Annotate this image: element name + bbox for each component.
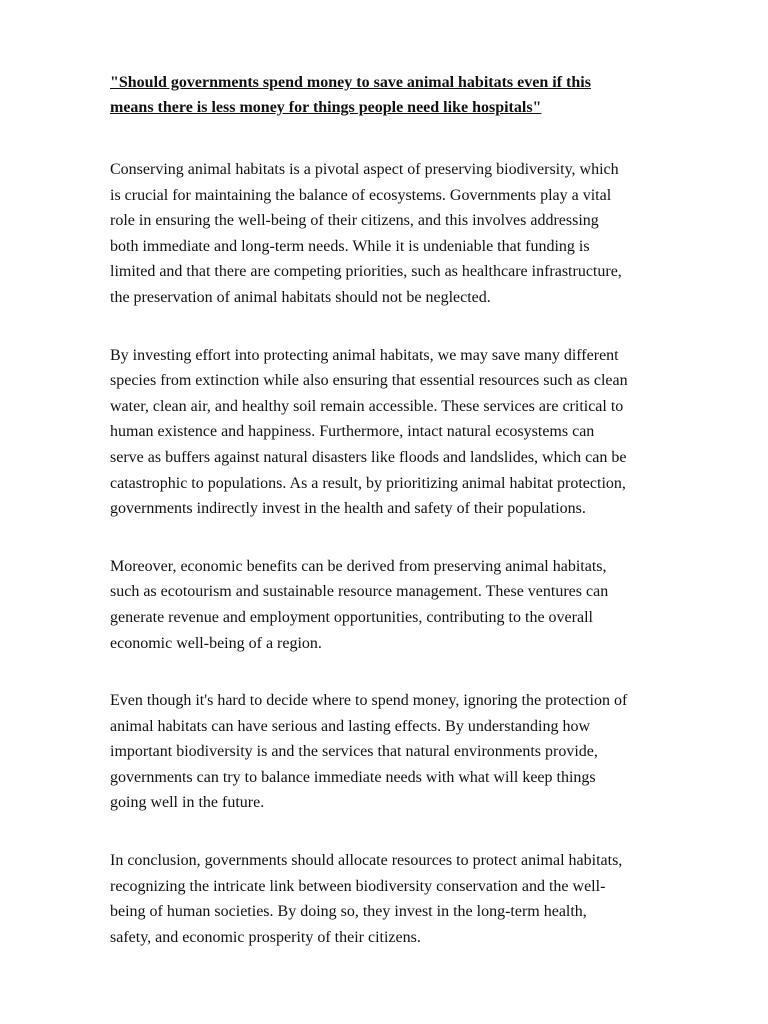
text-line: such as ecotourism and sustainable resource management. These ventures can [110,583,609,601]
title-line: "Should governments spend money to save animal habitats even if this [110,74,591,91]
text-line: recognizing the intricate link between biodiversity conservation and the well- [110,877,606,895]
text-line: governments indirectly invest in the health and safety of their populations. [110,500,586,518]
text-line: both immediate and long-term needs. While it is undeniable that funding is [110,237,590,255]
text-line: In conclusion, governments should allocate resources to protect animal habitats, [110,852,623,870]
text-line: Even though it's hard to decide where to spend money, ignoring the protection of [110,692,628,710]
text-line: safety, and economic prosperity of their citizens. [110,928,421,946]
essay-title [110,70,700,120]
text-line: role in ensuring the well-being of their citizens, and this involves addressing [110,212,599,230]
text-line: governments can try to balance immediate needs with what will keep things [110,768,596,786]
text-line: serve as buffers against natural disasters like floods and landslides, which can be [110,448,627,466]
paragraph-conclusion [110,848,700,950]
text-line: being of human societies. By doing so, they invest in the long-term health, [110,903,587,921]
text-line: the preservation of animal habitats should not be neglected. [110,288,491,306]
paragraph-tradeoffs [110,688,700,816]
text-line: generate revenue and employment opportunities, contributing to the overall [110,608,593,626]
text-line: species from extinction while also ensuring that essential resources such as clean [110,372,628,390]
text-line: Conserving animal habitats is a pivotal aspect of preserving biodiversity, which [110,161,619,178]
text-line: human existence and happiness. Furthermore, intact natural ecosystems can [110,423,595,441]
document-body [110,70,700,982]
paragraph-intro [110,157,700,311]
text-line: important biodiversity is and the services that natural environments provide, [110,743,598,761]
text-line: catastrophic to populations. As a result, by prioritizing animal habitat protection, [110,474,626,492]
text-line: is crucial for maintaining the balance of ecosystems. Governments play a vital [110,186,612,204]
text-line: limited and that there are competing priorities, such as healthcare infrastructure, [110,263,622,281]
paragraph-economic [110,554,700,656]
text-line: animal habitats can have serious and lasting effects. By understanding how [110,717,591,735]
title-line: means there is less money for things people need like hospitals" [110,99,542,116]
text-line: water, clean air, and healthy soil remain accessible. These services are critical to [110,397,624,415]
text-line: economic well-being of a region. [110,634,322,652]
text-line: Moreover, economic benefits can be derived from preserving animal habitats, [110,557,607,575]
text-line: By investing effort into protecting animal habitats, we may save many different [110,346,619,364]
paragraph-investing [110,343,700,522]
text-line: going well in the future. [110,794,265,812]
